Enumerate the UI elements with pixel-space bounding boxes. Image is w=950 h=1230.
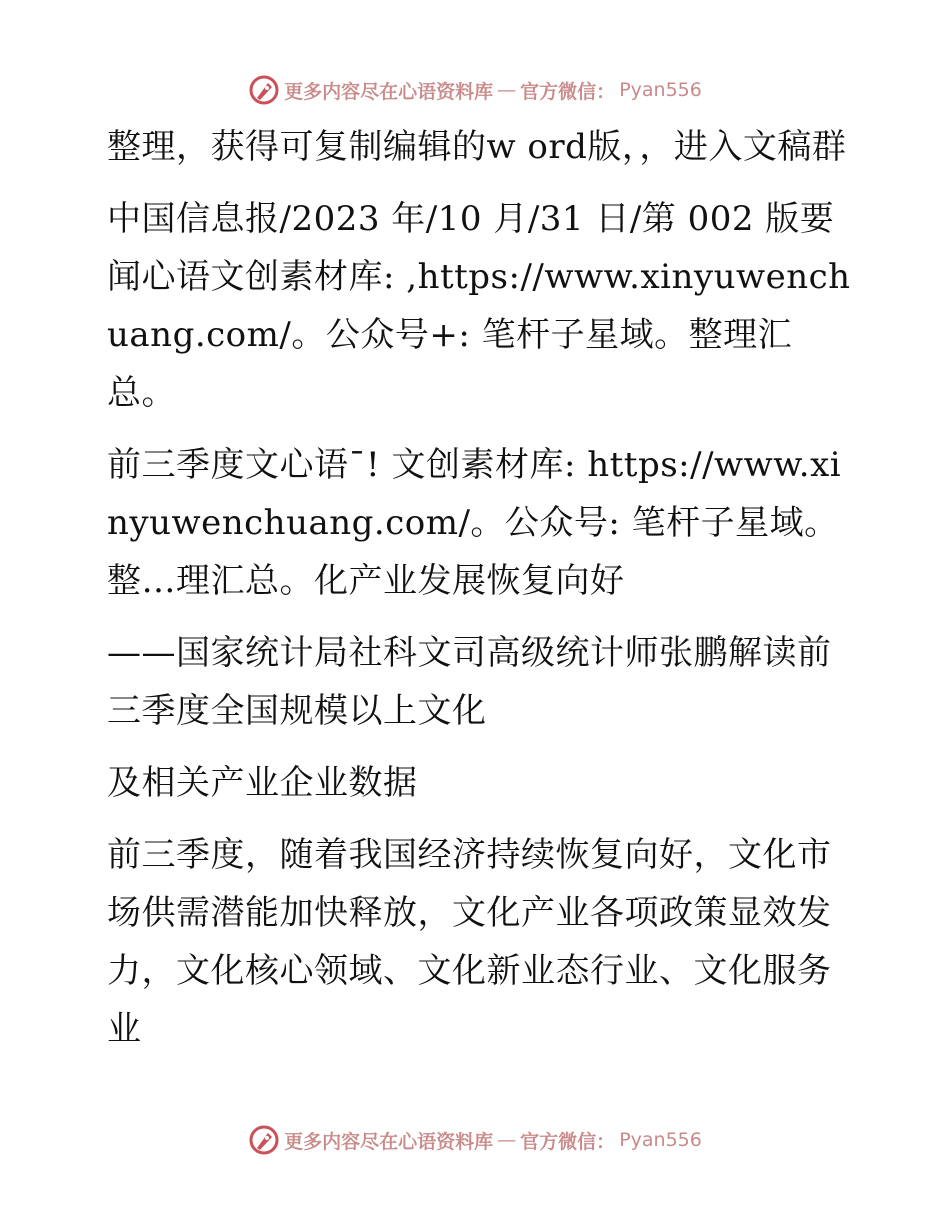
banner-wechat-id: Pyan556 [619, 1129, 702, 1151]
banner-separator: — [497, 1129, 517, 1151]
paragraph-subtitle-cont: 及相关产业企业数据 [107, 763, 418, 803]
paragraph-body: 前三季度，随着我国经济持续恢复向好，文化市场供需潜能加快释放，文化产业各项政策显效发力，文化核心领域、文化新业态行业、文化服务业 [107, 835, 832, 1049]
header-watermark-inner [248, 74, 702, 106]
header-watermark-banner [0, 70, 950, 110]
banner-wechat-label: 官方微信： [520, 1130, 616, 1153]
banner-site-text: 更多内容尽在心语资料库 [284, 1130, 494, 1153]
paragraph-title: 前三季度文心语¯! 文创素材库: https://www.xinyuwenchuang.com/。公众号: 笔杆子星域。整…理汇总。化产业发展恢复向好 [107, 445, 842, 601]
paragraph-intro: 整理，获得可复制编辑的w ord版，，进入文稿群 [107, 127, 847, 167]
document-body [97, 118, 852, 1072]
banner-site-text: 更多内容尽在心语资料库 [284, 80, 494, 103]
footer-watermark-banner [0, 1120, 950, 1160]
pen-nib-logo-icon [248, 74, 280, 106]
footer-watermark-inner [248, 1124, 702, 1156]
banner-wechat-id: Pyan556 [619, 79, 702, 101]
banner-wechat-label: 官方微信： [520, 80, 616, 103]
banner-separator: — [497, 79, 517, 101]
paragraph-subtitle: ——国家统计局社科文司高级统计师张鹏解读前三季度全国规模以上文化 [107, 633, 832, 731]
paragraph-source: 中国信息报/2023 年/10 月/31 日/第 002 版要闻心语文创素材库: ,https://www.xinyuwenchuang.com/。公众号+: 笔杆子星域。整理汇总。 [107, 199, 851, 413]
pen-nib-logo-icon [248, 1124, 280, 1156]
